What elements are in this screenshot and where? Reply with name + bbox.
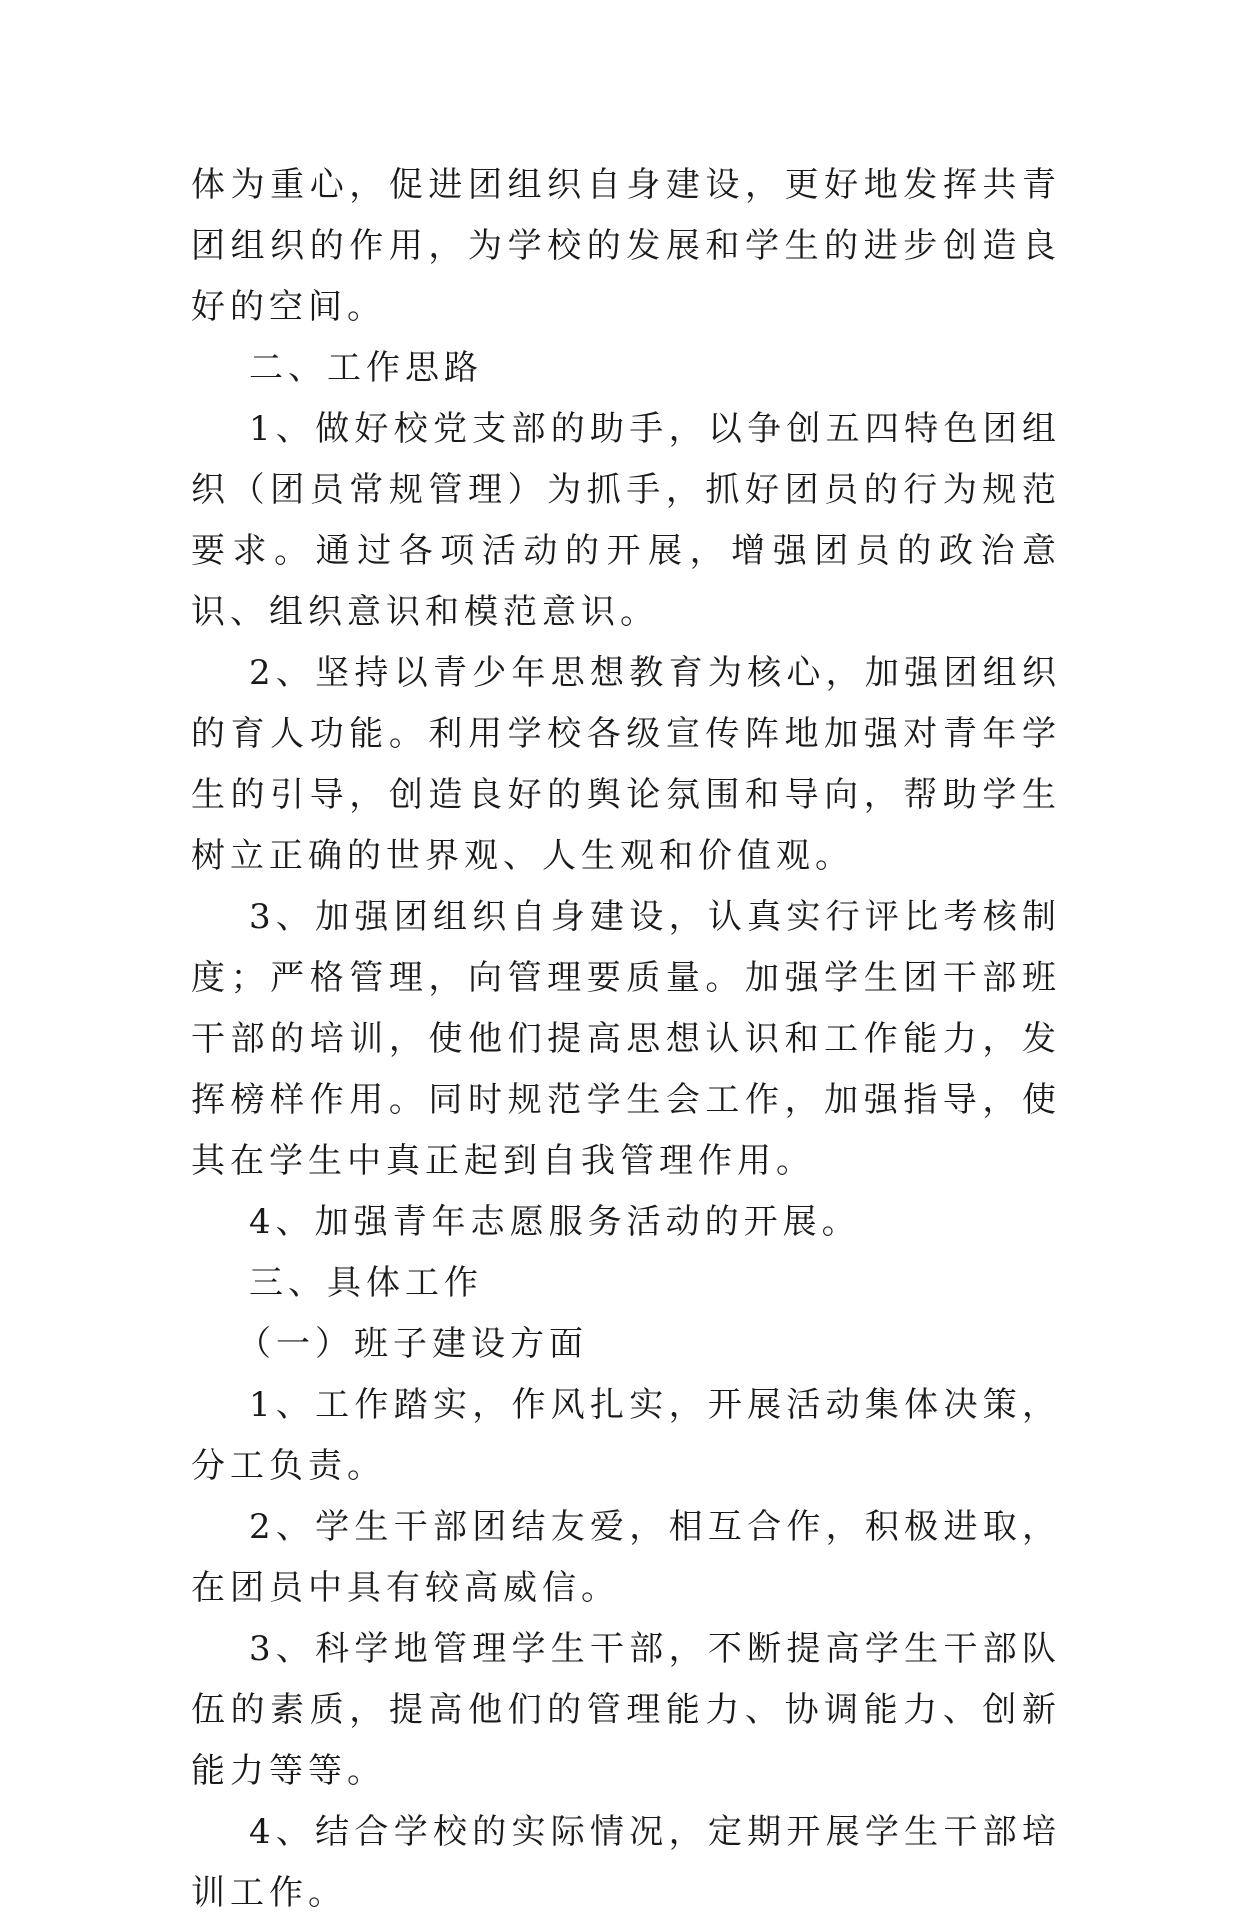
section-heading-work-ideas: 二、工作思路 [249, 348, 483, 388]
document-body [191, 155, 1061, 1924]
paragraph-team-1: 1、工作踏实，作风扎实，开展活动集体决策，分工负责。 [191, 1385, 1061, 1486]
paragraph-idea-1: 1、做好校党支部的助手，以争创五四特色团组织（团员常规管理）为抓手，抓好团员的行为规范要求。通过各项活动的开展，增强团员的政治意识、组织意识和模范意识。 [191, 409, 1061, 632]
section-heading-specific-work: 三、具体工作 [249, 1263, 483, 1303]
subsection-heading-team-building: （一）班子建设方面 [237, 1324, 588, 1364]
paragraph-idea-3: 3、加强团组织自身建设，认真实行评比考核制度；严格管理，向管理要质量。加强学生团干部班干部的培训，使他们提高思想认识和工作能力，发挥榜样作用。同时规范学生会工作，加强指导，使其在学生中真正起到自我管理作用。 [191, 897, 1061, 1181]
paragraph-idea-2: 2、坚持以青少年思想教育为核心，加强团组织的育人功能。利用学校各级宣传阵地加强对青年学生的引导，创造良好的舆论氛围和导向，帮助学生树立正确的世界观、人生观和价值观。 [191, 653, 1061, 876]
paragraph-continuation: 体为重心，促进团组织自身建设，更好地发挥共青团组织的作用，为学校的发展和学生的进步创造良好的空间。 [191, 165, 1061, 327]
paragraph-team-4: 4、结合学校的实际情况，定期开展学生干部培训工作。 [191, 1812, 1061, 1913]
paragraph-team-3: 3、科学地管理学生干部，不断提高学生干部队伍的素质，提高他们的管理能力、协调能力、创新能力等等。 [191, 1629, 1061, 1791]
paragraph-idea-4: 4、加强青年志愿服务活动的开展。 [249, 1202, 861, 1242]
paragraph-team-2: 2、学生干部团结友爱，相互合作，积极进取，在团员中具有较高威信。 [191, 1507, 1061, 1608]
